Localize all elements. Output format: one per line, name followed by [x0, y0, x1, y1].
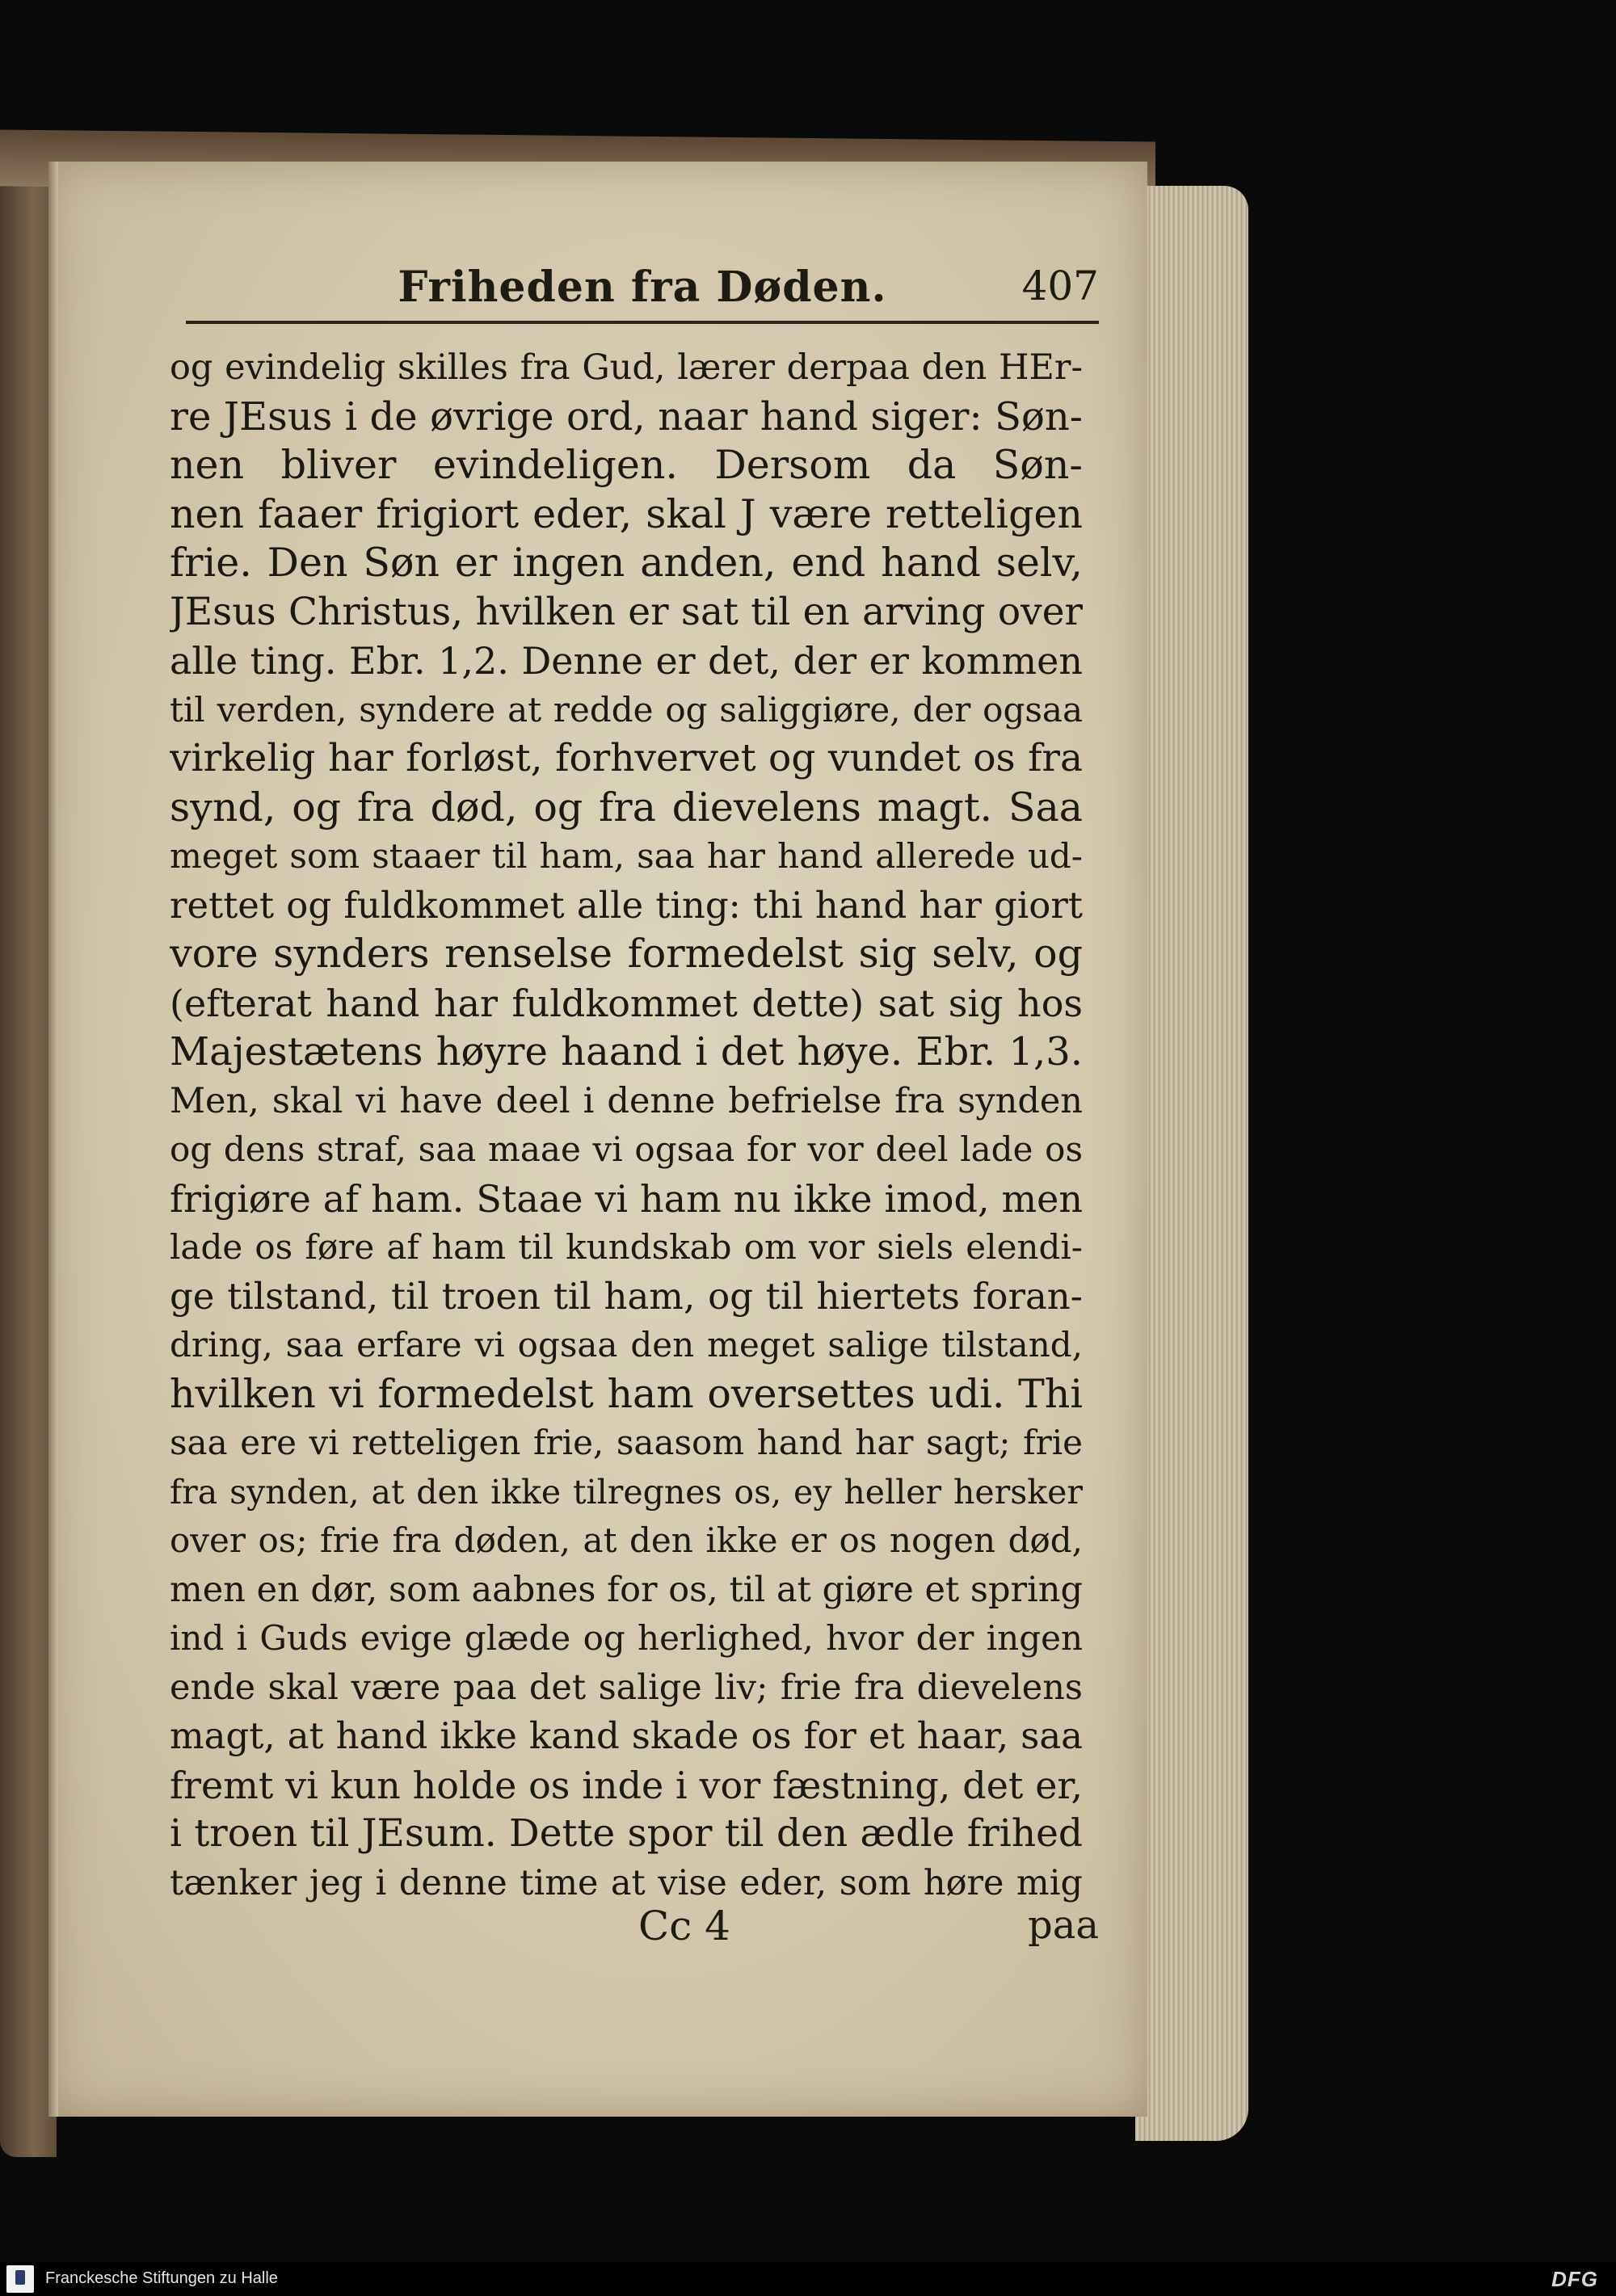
text-line: ende skal være paa det salige liv; frie fra dievelens	[170, 1667, 1083, 1708]
text-line: ind i Guds evige glæde og herlighed, hvor der ingen	[170, 1618, 1083, 1658]
text-line: lade os føre af ham til kundskab om vor siels elendi-	[170, 1227, 1083, 1267]
text-line: frigiøre af ham. Staae vi ham nu ikke imod, men	[170, 1176, 1083, 1221]
text-line: meget som staaer til ham, saa har hand allerede ud-	[170, 836, 1083, 876]
text-line: nen bliver evindeligen. Dersom da Søn-	[170, 442, 1083, 488]
signature-mark: Cc 4	[638, 1903, 730, 1949]
page-number: 407	[1021, 263, 1099, 309]
text-line: og dens straf, saa maae vi ogsaa for vor deel lade os	[170, 1129, 1083, 1169]
text-line: rettet og fuldkommet alle ting: thi hand har giort	[170, 883, 1083, 927]
text-line: nen faaer frigiort eder, skal J være retteligen	[170, 490, 1083, 537]
text-line: JEsus Christus, hvilken er sat til en arving over	[170, 589, 1083, 634]
gutter-shadow	[48, 162, 58, 2117]
text-line: synd, og fra død, og fra dievelens magt. Saa	[170, 784, 1083, 831]
text-line: fremt vi kun holde os inde i vor fæstning, det er,	[170, 1763, 1083, 1807]
page-header	[186, 263, 1099, 343]
text-line: alle ting. Ebr. 1,2. Denne er det, der er kommen	[170, 639, 1083, 683]
running-title: Friheden fra Døden.	[398, 263, 887, 312]
header-rule	[186, 321, 1099, 324]
body-text	[170, 343, 1083, 1907]
text-line: dring, saa erfare vi ogsaa den meget salige tilstand,	[170, 1325, 1083, 1365]
text-line: magt, at hand ikke kand skade os for et haar, saa	[170, 1714, 1083, 1757]
page-footer	[186, 1903, 1099, 1959]
text-line: fra synden, at den ikke tilregnes os, ey heller hersker	[170, 1472, 1083, 1512]
viewer-footer-bar	[0, 2262, 1616, 2296]
text-line: virkelig har forløst, forhvervet og vundet os fra	[170, 736, 1083, 780]
text-line: saa ere vi retteligen frie, saasom hand har sagt; frie	[170, 1423, 1083, 1462]
text-line: til verden, syndere at redde og saliggiøre, der ogsaa	[170, 689, 1083, 730]
text-line: Majestætens høyre haand i det høye. Ebr. 1,3.	[170, 1029, 1083, 1074]
text-line: tænker jeg i denne time at vise eder, som høre mig	[170, 1862, 1083, 1903]
page-fore-edge	[1135, 186, 1248, 2141]
book-page	[48, 162, 1147, 2117]
text-line: og evindelig skilles fra Gud, lærer derpaa den HEr-	[170, 347, 1083, 388]
text-line: hvilken vi formedelst ham oversettes udi. Thi	[170, 1370, 1083, 1417]
catchword: paa	[1028, 1903, 1099, 1948]
text-line: (efterat hand har fuldkommet dette) sat sig hos	[170, 981, 1083, 1025]
text-line: ge tilstand, til troen til ham, og til hiertets foran-	[170, 1274, 1083, 1318]
text-line: re JEsus i de øvrige ord, naar hand siger: Søn-	[170, 393, 1083, 439]
text-line: frie. Den Søn er ingen anden, end hand selv,	[170, 540, 1083, 586]
text-line: vore synders renselse formedelst sig selv, og	[170, 931, 1083, 977]
dfg-logo: DFG	[1551, 2267, 1598, 2291]
text-line: Men, skal vi have deel i denne befrielse fra synden	[170, 1080, 1083, 1121]
institution-name: Franckesche Stiftungen zu Halle	[45, 2269, 278, 2287]
institution-logo-icon	[6, 2265, 34, 2293]
text-line: men en dør, som aabnes for os, til at giøre et spring	[170, 1569, 1083, 1610]
text-line: i troen til JEsum. Dette spor til den ædle frihed	[170, 1811, 1083, 1856]
text-line: over os; frie fra døden, at den ikke er os nogen død,	[170, 1520, 1083, 1560]
